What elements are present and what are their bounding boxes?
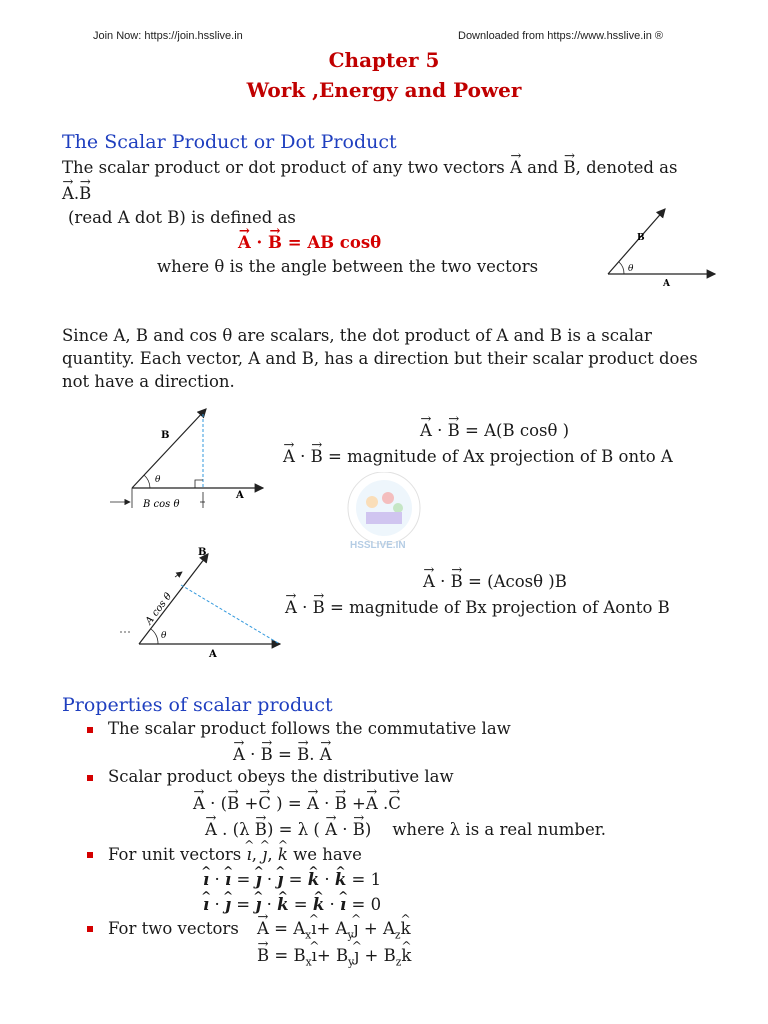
- section-heading-dot-product: The Scalar Product or Dot Product: [62, 131, 397, 153]
- label-theta: θ: [161, 631, 167, 641]
- commutative-equation: → A · → B = → B. → A: [233, 745, 332, 764]
- projection-a-onto-b-diagram: [112, 542, 287, 660]
- projection-b-onto-a-diagram: [105, 402, 270, 514]
- paragraph-line-1: Since A, B and cos θ are scalars, the dot product of A and B is a scalar: [62, 326, 652, 345]
- label-a: A: [236, 490, 244, 501]
- watermark-text: HSSLIVE.IN: [350, 540, 406, 551]
- section-heading-properties: Properties of scalar product: [62, 694, 333, 716]
- label-b: B: [637, 233, 645, 243]
- property-distributive: Scalar product obeys the distributive law: [108, 767, 454, 786]
- label-a: A: [209, 649, 217, 660]
- vector-b-arrow: [132, 409, 206, 488]
- label-b: B: [161, 430, 170, 441]
- unit-vector-equation-2: ^ ı · ^ ȷ = ^ ȷ · ^ k = ^ k · ^ ı = 0: [203, 895, 381, 914]
- definition-line-1: The scalar product or dot product of any two vectors → A and → B, denoted as: [62, 158, 677, 177]
- property-commutative: The scalar product follows the commutative law: [108, 719, 511, 738]
- label-theta: θ: [628, 264, 634, 274]
- angle-description: where θ is the angle between the two vectors: [157, 257, 539, 276]
- chapter-number: Chapter 5: [328, 48, 440, 72]
- equation-a-dot-b-4: → A · → B = magnitude of Bx projection of Aonto B: [285, 598, 670, 617]
- label-b-cos-theta: B cos θ: [143, 499, 180, 510]
- unit-vector-equation-1: ^ ı · ^ ı = ^ ȷ · ^ ȷ = ^ k · ^ k = 1: [203, 870, 381, 889]
- label-theta: θ: [155, 475, 161, 485]
- bullet-icon: [87, 727, 93, 733]
- property-unit-vectors: For unit vectors ^ ı, ^ ȷ, ^ k we have: [108, 845, 362, 864]
- definition-line-3: (read A dot B) is defined as: [68, 208, 296, 227]
- equation-a-dot-b-2: → A · → B = magnitude of Ax projection of B onto A: [283, 447, 673, 466]
- bullet-icon: [87, 775, 93, 781]
- paragraph-line-3: not have a direction.: [62, 372, 235, 391]
- vector-b-arrow: [139, 554, 208, 644]
- chapter-title: Work ,Energy and Power: [246, 78, 522, 102]
- vector-b-components: → $B = B_x\^{}$ ı+ $B_y\^{}$ ȷ + $B_z\^{}$ k: [257, 946, 411, 968]
- scalar-multiple-equation: → A . (λ → B) = λ ( → A · → B) where λ is a real number.: [205, 820, 606, 839]
- dot-product-formula: → A · → B = AB cosθ: [238, 233, 381, 252]
- hsslive-watermark-logo: [332, 472, 436, 556]
- notation-ab: → A.→ B: [62, 184, 91, 203]
- equation-a-dot-b-3: → A · → B = (Acosθ )B: [423, 572, 567, 591]
- vector-a-components: → $A = A_x\^{}$ ı+ $A_y\^{}$ ȷ + $A_z\^{}$ k: [257, 919, 411, 941]
- distributive-equation: → A · (→ B +→ C ) = → A · → B +→ A .→ C: [193, 794, 401, 813]
- label-b: B: [198, 547, 207, 558]
- header-join-link[interactable]: Join Now: https://join.hsslive.in: [93, 30, 243, 42]
- header-download-link[interactable]: Downloaded from https://www.hsslive.in ®: [458, 30, 663, 42]
- paragraph-line-2: quantity. Each vector, A and B, has a direction but their scalar product does: [62, 349, 698, 368]
- equation-a-dot-b-1: → A · → B = A(B cosθ ): [420, 421, 569, 440]
- vector-angle-diagram: [590, 205, 725, 290]
- property-two-vectors: For two vectors: [108, 919, 239, 938]
- label-a: A: [663, 279, 670, 289]
- projection-line: [181, 585, 278, 643]
- bullet-icon: [87, 852, 93, 858]
- label-a-cos-theta: A cos θ: [143, 591, 175, 627]
- bullet-icon: [87, 926, 93, 932]
